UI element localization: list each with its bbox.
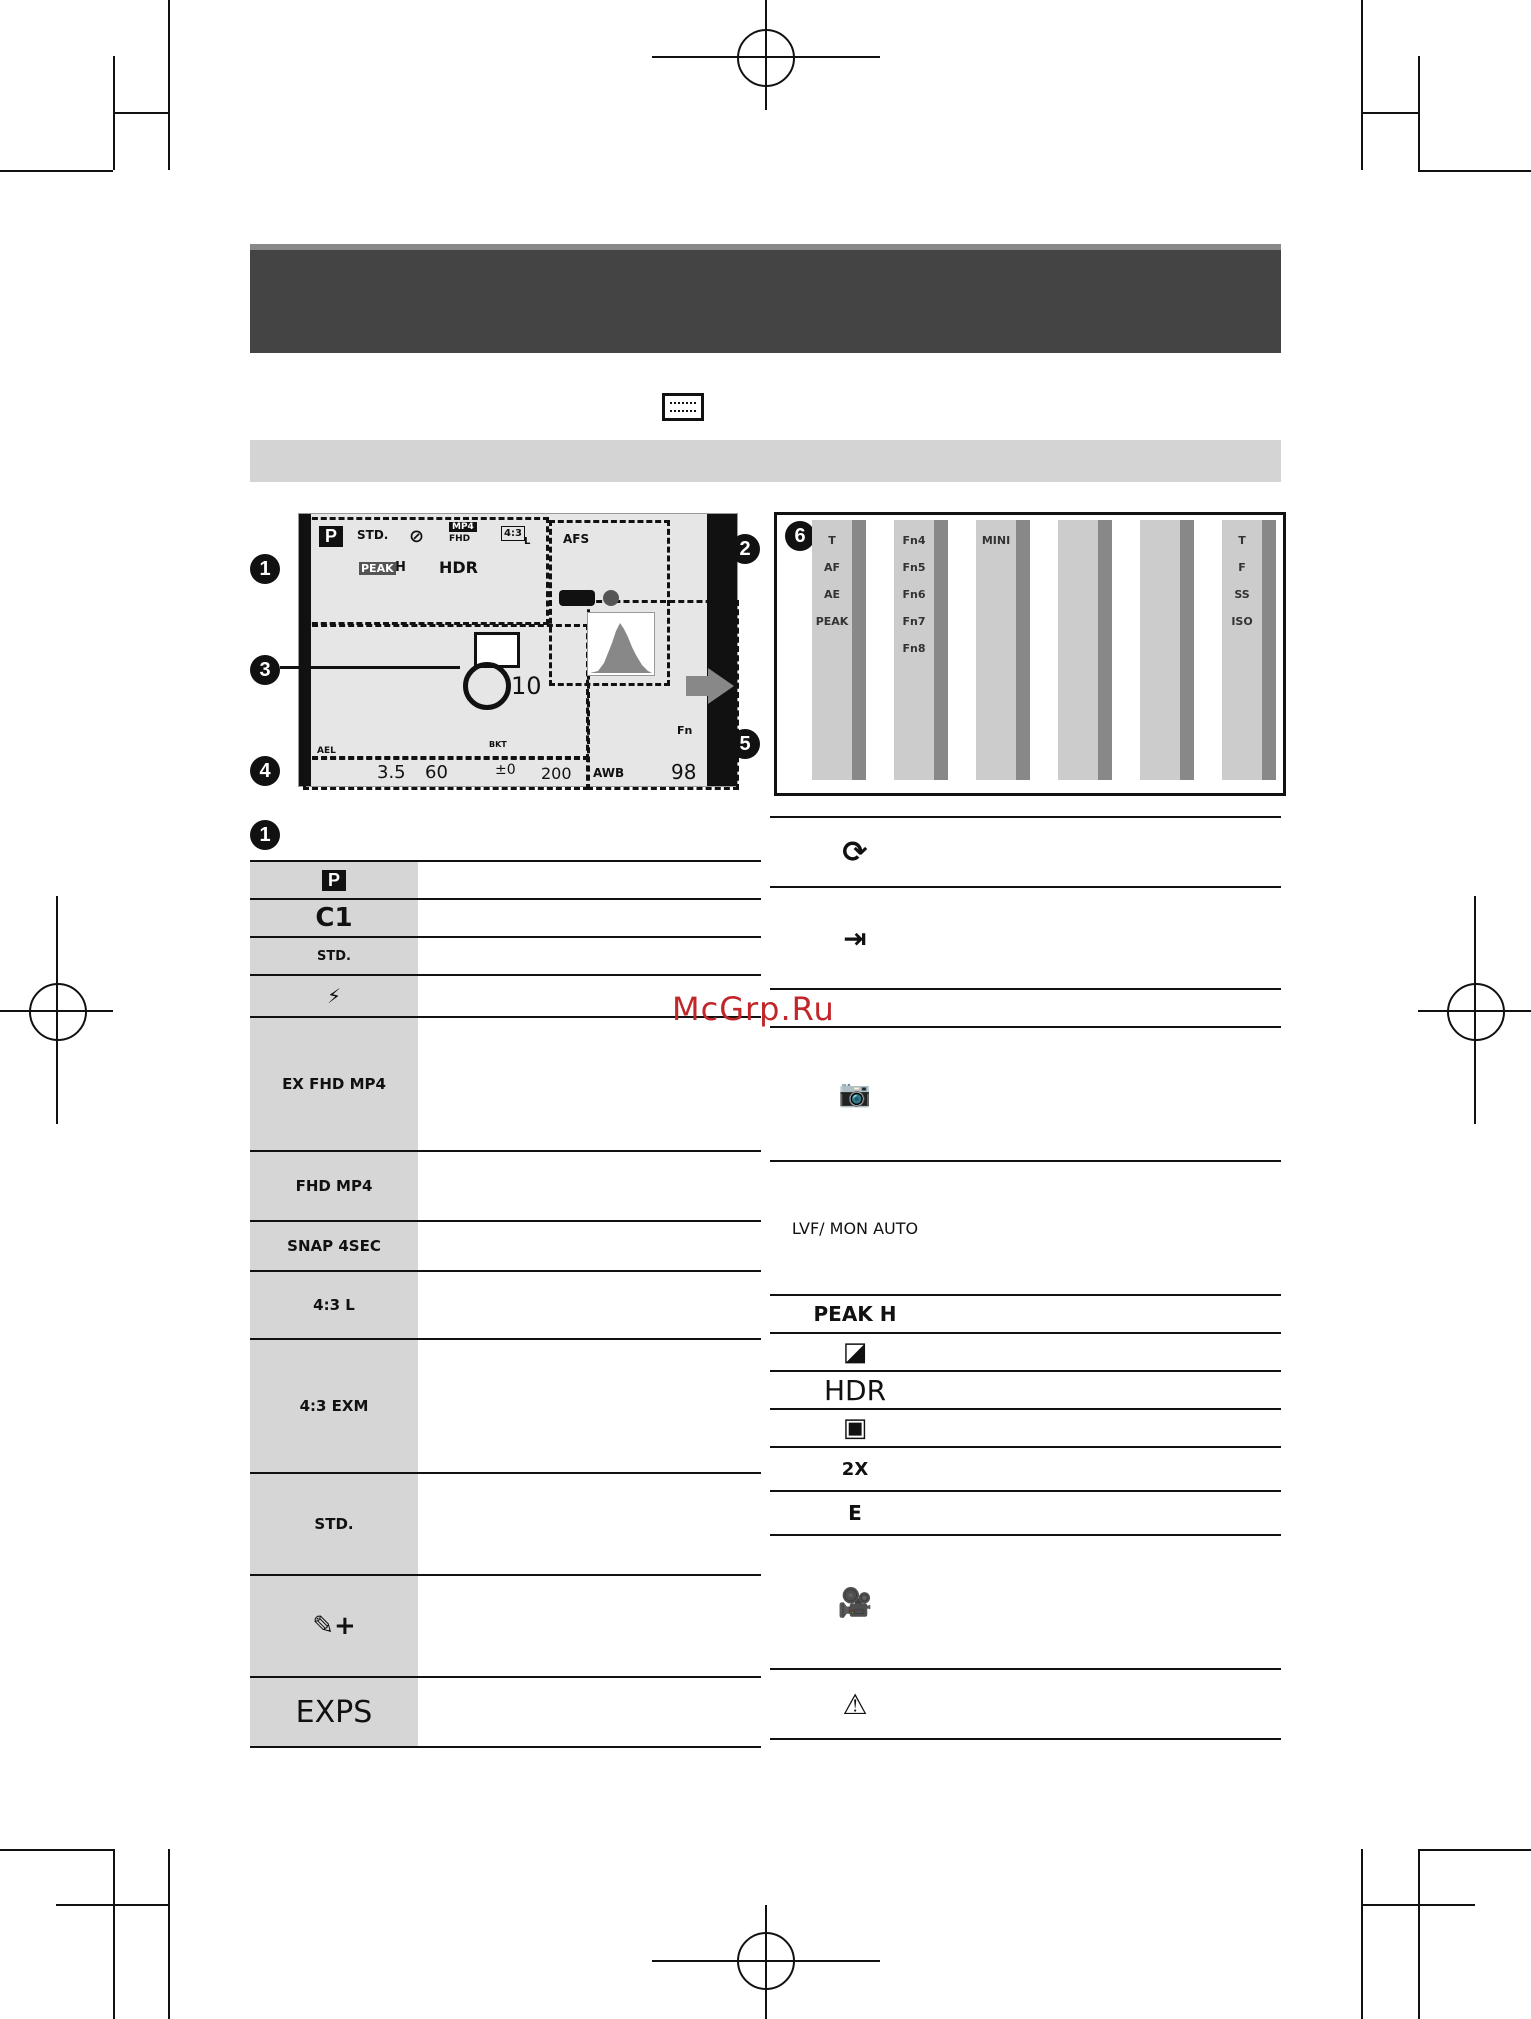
- crop-mark: [113, 56, 115, 170]
- extended-size-icon: 4:3 EXM: [250, 1340, 418, 1472]
- table-row: [770, 1490, 1281, 1534]
- picture-size-icon: 4:3 L: [250, 1272, 418, 1338]
- monitor-icon: [662, 393, 704, 421]
- crop-mark: [1418, 56, 1420, 170]
- callout-1: 1: [250, 554, 280, 584]
- table-row: [250, 1270, 761, 1338]
- creative-control-icon: ✎+: [250, 1576, 418, 1676]
- right-icon-table: [770, 816, 1281, 1738]
- exposure-icon: EXPS: [250, 1678, 418, 1746]
- hdr-label: HDR: [439, 558, 478, 577]
- hdr-icon: HDR: [770, 1372, 940, 1408]
- flash-off-icon: ⊘: [409, 526, 425, 547]
- table-row: [250, 1338, 761, 1472]
- wb-label: AWB: [593, 766, 625, 780]
- sub-header-bar: [250, 440, 1281, 482]
- callout-5: 5: [730, 729, 760, 759]
- table-row: [770, 1446, 1281, 1490]
- size-label: L: [524, 536, 531, 547]
- ex-tele-movie-icon: EX FHD MP4: [250, 1018, 418, 1150]
- icon-strip-4: [1058, 520, 1112, 780]
- remaining-count: 98: [671, 760, 697, 784]
- aspect-label: 4:3: [501, 526, 525, 541]
- style-label: STD.: [357, 528, 389, 542]
- registration-mark: [1447, 983, 1505, 1041]
- table-row: [770, 1668, 1281, 1740]
- table-row: [770, 1534, 1281, 1668]
- iso-value: 200: [541, 764, 572, 783]
- table-row: [250, 1472, 761, 1574]
- highlight-shadow-icon: ◪: [770, 1334, 940, 1370]
- crop-mark: [1418, 1849, 1531, 1851]
- electronic-shutter-icon: E: [770, 1492, 940, 1534]
- arrow-right-icon: [708, 668, 734, 704]
- lvf-mon-icon: LVF/ MON AUTO: [770, 1162, 940, 1294]
- table-row: [770, 886, 1281, 988]
- crop-mark: [0, 170, 113, 172]
- monitor-display-illustration: [298, 513, 738, 787]
- crop-mark: [0, 1849, 113, 1851]
- table-row: [770, 1370, 1281, 1408]
- mp4-label: MP4: [449, 522, 477, 532]
- registration-mark: [737, 1932, 795, 1990]
- custom-mode-icon: C1: [250, 900, 418, 936]
- table-row: [770, 1160, 1281, 1294]
- burst-count: 10: [511, 672, 542, 700]
- peak-level-label: H: [395, 560, 406, 575]
- ael-label: AEL: [317, 746, 336, 756]
- callout-6: 6: [785, 521, 815, 551]
- self-timer-icon: [463, 662, 511, 710]
- ev-value: ±0: [495, 762, 516, 778]
- table-row: [770, 1294, 1281, 1332]
- aperture-value: 3.5: [377, 762, 406, 783]
- movie-photo-icon: 🎥: [770, 1536, 940, 1668]
- table-row: [250, 936, 761, 974]
- camera-shake-icon: [559, 590, 595, 606]
- crop-mark: [113, 1849, 115, 2019]
- registration-mark: [29, 983, 87, 1041]
- digital-zoom-icon: 2X: [770, 1448, 940, 1490]
- watermark: McGrp.Ru: [672, 990, 835, 1028]
- table-row: [770, 1026, 1281, 1160]
- icon-strip-3: MINI: [976, 520, 1030, 780]
- flash-icon: ⚡: [250, 976, 418, 1016]
- section-header-bar: [250, 244, 1281, 353]
- histogram: [587, 612, 655, 676]
- rec-quality-icon: FHD MP4: [250, 1152, 418, 1220]
- photo-style-icon: STD.: [250, 938, 418, 974]
- camera-icon: 📷: [770, 1028, 940, 1160]
- table-row: [250, 1150, 761, 1220]
- table-row: [250, 1676, 761, 1748]
- icon-strip-2: Fn4 Fn5 Fn6 Fn7 Fn8: [894, 520, 948, 780]
- peaking-icon: PEAK H: [770, 1296, 940, 1332]
- crop-mark: [1418, 1849, 1420, 2019]
- afs-label: AFS: [563, 532, 590, 546]
- fn-label: Fn: [677, 724, 693, 737]
- fhd-label: FHD: [449, 534, 471, 544]
- table-row: [250, 1574, 761, 1676]
- program-ae-icon: P: [322, 870, 346, 891]
- table-row: [250, 1220, 761, 1270]
- shutter-value: 60: [425, 762, 448, 783]
- callout-line: [280, 666, 460, 669]
- table-row: [250, 1016, 761, 1150]
- callout-3: 3: [250, 655, 280, 685]
- crop-mark: [168, 0, 170, 170]
- icon-strip-1: T AF AE PEAK: [812, 520, 866, 780]
- peak-label: PEAK: [361, 562, 394, 575]
- table-row: [250, 860, 761, 898]
- table-row: [770, 988, 1281, 1026]
- card-icon: ⇥: [770, 888, 940, 988]
- table-1-heading-num: 1: [250, 820, 280, 850]
- table-row: [770, 1408, 1281, 1446]
- crop-mark: [1418, 170, 1531, 172]
- crop-mark: [113, 112, 170, 114]
- crop-mark: [1361, 0, 1363, 170]
- crop-mark: [1361, 1849, 1363, 2019]
- image-effect-icon: STD.: [250, 1474, 418, 1574]
- warning-icon: ⚠: [770, 1670, 940, 1738]
- rec-dot-icon: [603, 590, 619, 606]
- table-row: [250, 898, 761, 936]
- icon-strip-5: [1140, 520, 1194, 780]
- registration-mark: [737, 29, 795, 87]
- table-row: [770, 1332, 1281, 1370]
- multi-exposure-icon: ▣: [770, 1410, 940, 1446]
- area-3: [303, 624, 589, 760]
- crop-mark: [168, 1849, 170, 2019]
- snap-movie-icon: SNAP 4SEC: [250, 1222, 418, 1270]
- icon-strip-6: T F SS ISO: [1222, 520, 1276, 780]
- callout-2: 2: [730, 534, 760, 564]
- callout-4: 4: [250, 756, 280, 786]
- crop-mark: [1361, 112, 1418, 114]
- mode-badge: P: [319, 526, 343, 547]
- bkt-label: BKT: [489, 740, 507, 749]
- refresh-icon: ⟳: [770, 818, 940, 886]
- table-row: [770, 816, 1281, 886]
